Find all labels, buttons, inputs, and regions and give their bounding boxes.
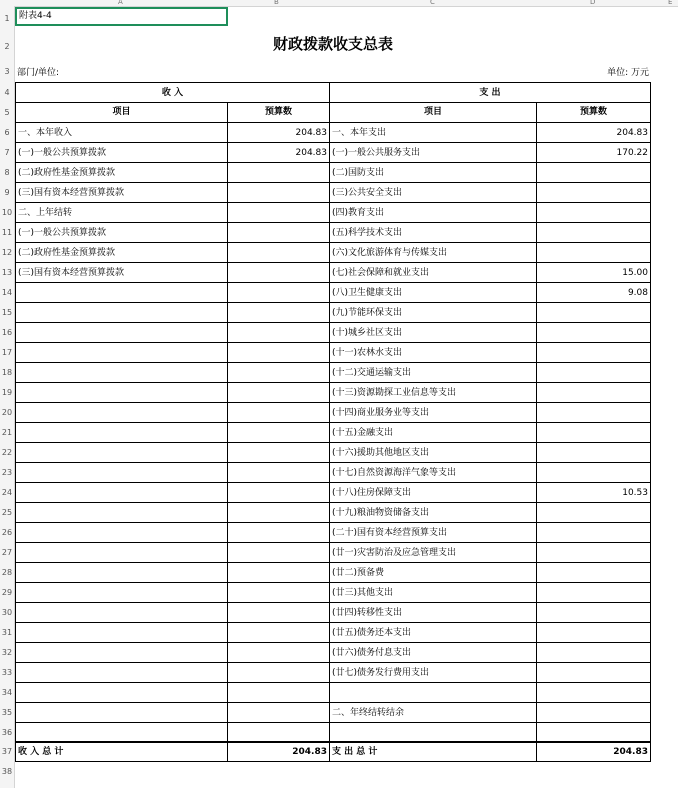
expense-budget-cell[interactable] — [537, 223, 651, 243]
row-header-1[interactable]: 1 — [4, 14, 10, 23]
income-budget-cell[interactable] — [228, 363, 330, 383]
row-header-3[interactable]: 3 — [4, 67, 10, 76]
income-group-header[interactable]: 收 入 — [15, 82, 330, 103]
income-budget-cell[interactable] — [228, 703, 330, 723]
income-budget-cell[interactable] — [228, 303, 330, 323]
income-budget-cell[interactable] — [228, 603, 330, 623]
income-item-cell[interactable]: (一)一般公共预算拨款 — [15, 143, 228, 163]
income-item-cell[interactable] — [15, 383, 228, 403]
expense-item-cell[interactable]: (九)节能环保支出 — [330, 303, 537, 323]
expense-budget-cell[interactable] — [537, 403, 651, 423]
income-budget-cell[interactable] — [228, 343, 330, 363]
income-item-cell[interactable]: (三)国有资本经营预算拨款 — [15, 263, 228, 283]
income-item-cell[interactable] — [15, 603, 228, 623]
row-header-26[interactable]: 26 — [1, 528, 13, 537]
column-header-A[interactable]: A — [118, 0, 123, 6]
expense-item-cell[interactable]: (十五)金融支出 — [330, 423, 537, 443]
income-budget-cell[interactable] — [228, 483, 330, 503]
expense-item-cell[interactable]: (八)卫生健康支出 — [330, 283, 537, 303]
income-budget-cell[interactable] — [228, 283, 330, 303]
row-header-6[interactable]: 6 — [4, 128, 10, 137]
row-header-9[interactable]: 9 — [4, 188, 10, 197]
expense-budget-cell[interactable] — [537, 643, 651, 663]
expense-item-cell[interactable]: (廿二)预备费 — [330, 563, 537, 583]
row-header-25[interactable]: 25 — [1, 508, 13, 517]
expense-budget-cell[interactable] — [537, 703, 651, 723]
income-budget-cell[interactable] — [228, 523, 330, 543]
row-header-10[interactable]: 10 — [1, 208, 13, 217]
row-header-37[interactable]: 37 — [1, 747, 13, 756]
expense-budget-cell[interactable] — [537, 463, 651, 483]
expense-item-cell[interactable]: (十七)自然资源海洋气象等支出 — [330, 463, 537, 483]
table-title[interactable]: 财政拨款收支总表 — [272, 35, 393, 53]
expense-total-label[interactable]: 支 出 总 计 — [330, 742, 537, 762]
expense-item-cell[interactable]: (十九)粮油物资储备支出 — [330, 503, 537, 523]
income-item-cell[interactable] — [15, 563, 228, 583]
income-budget-cell[interactable]: 204.83 — [228, 143, 330, 163]
expense-item-cell[interactable]: (廿三)其他支出 — [330, 583, 537, 603]
expense-item-cell[interactable]: (廿五)债务还本支出 — [330, 623, 537, 643]
expense-group-header[interactable]: 支 出 — [330, 82, 651, 103]
income-item-cell[interactable] — [15, 283, 228, 303]
expense-budget-cell[interactable] — [537, 523, 651, 543]
row-header-23[interactable]: 23 — [1, 468, 13, 477]
income-item-cell[interactable] — [15, 403, 228, 423]
income-budget-cell[interactable]: 204.83 — [228, 123, 330, 143]
row-header-18[interactable]: 18 — [1, 368, 13, 377]
expense-budget-cell[interactable] — [537, 543, 651, 563]
income-item-cell[interactable]: 二、上年结转 — [15, 203, 228, 223]
row-header-22[interactable]: 22 — [1, 448, 13, 457]
income-budget-cell[interactable] — [228, 203, 330, 223]
row-header-38[interactable]: 38 — [1, 767, 13, 776]
row-header-11[interactable]: 11 — [1, 228, 13, 237]
expense-budget-cell[interactable] — [537, 363, 651, 383]
department-label[interactable]: 部门/单位: — [17, 68, 60, 78]
income-budget-cell[interactable] — [228, 443, 330, 463]
income-item-cell[interactable] — [15, 623, 228, 643]
expense-budget-cell[interactable] — [537, 243, 651, 263]
row-header-35[interactable]: 35 — [1, 708, 13, 717]
income-budget-cell[interactable] — [228, 663, 330, 683]
expense-budget-cell[interactable]: 15.00 — [537, 263, 651, 283]
row-header-29[interactable]: 29 — [1, 588, 13, 597]
income-budget-cell[interactable] — [228, 643, 330, 663]
column-header-E[interactable]: E — [668, 0, 673, 6]
income-budget-cell[interactable] — [228, 563, 330, 583]
expense-budget-cell[interactable] — [537, 603, 651, 623]
income-item-cell[interactable]: 一、本年收入 — [15, 123, 228, 143]
expense-item-cell[interactable]: (廿一)灾害防治及应急管理支出 — [330, 543, 537, 563]
cell-A1-attachment-label[interactable]: 附表4-4 — [15, 7, 228, 26]
income-budget-cell[interactable] — [228, 543, 330, 563]
row-header-7[interactable]: 7 — [4, 148, 10, 157]
income-item-cell[interactable] — [15, 723, 228, 742]
row-header-36[interactable]: 36 — [1, 728, 13, 737]
expense-item-cell[interactable]: (廿六)债务付息支出 — [330, 643, 537, 663]
expense-item-cell[interactable]: (十四)商业服务业等支出 — [330, 403, 537, 423]
row-header-33[interactable]: 33 — [1, 668, 13, 677]
income-budget-cell[interactable] — [228, 583, 330, 603]
row-header-12[interactable]: 12 — [1, 248, 13, 257]
row-header-4[interactable]: 4 — [4, 88, 10, 97]
income-item-cell[interactable] — [15, 343, 228, 363]
expense-budget-cell[interactable] — [537, 343, 651, 363]
expense-budget-cell[interactable] — [537, 503, 651, 523]
income-item-cell[interactable]: (二)政府性基金预算拨款 — [15, 163, 228, 183]
expense-budget-cell[interactable] — [537, 623, 651, 643]
row-header-34[interactable]: 34 — [1, 688, 13, 697]
expense-item-cell[interactable]: (十)城乡社区支出 — [330, 323, 537, 343]
income-budget-cell[interactable] — [228, 503, 330, 523]
expense-budget-cell[interactable] — [537, 723, 651, 742]
expense-budget-cell[interactable]: 170.22 — [537, 143, 651, 163]
column-header-C[interactable]: C — [430, 0, 435, 6]
column-header-B[interactable]: B — [274, 0, 279, 6]
row-header-30[interactable]: 30 — [1, 608, 13, 617]
expense-item-cell[interactable]: (十三)资源勘探工业信息等支出 — [330, 383, 537, 403]
income-item-cell[interactable] — [15, 683, 228, 703]
expense-item-cell[interactable]: (七)社会保障和就业支出 — [330, 263, 537, 283]
income-item-cell[interactable] — [15, 503, 228, 523]
row-header-19[interactable]: 19 — [1, 388, 13, 397]
row-header-27[interactable]: 27 — [1, 548, 13, 557]
income-budget-cell[interactable] — [228, 323, 330, 343]
row-header-14[interactable]: 14 — [1, 288, 13, 297]
expense-total-value[interactable]: 204.83 — [537, 742, 651, 762]
income-item-cell[interactable] — [15, 583, 228, 603]
income-budget-cell[interactable] — [228, 243, 330, 263]
row-header-32[interactable]: 32 — [1, 648, 13, 657]
row-header-16[interactable]: 16 — [1, 328, 13, 337]
row-header-31[interactable]: 31 — [1, 628, 13, 637]
expense-item-cell[interactable] — [330, 683, 537, 703]
income-budget-cell[interactable] — [228, 423, 330, 443]
income-budget-header[interactable]: 预算数 — [228, 103, 330, 123]
income-budget-cell[interactable] — [228, 163, 330, 183]
income-item-cell[interactable]: (一)一般公共预算拨款 — [15, 223, 228, 243]
row-header-5[interactable]: 5 — [4, 108, 10, 117]
expense-budget-cell[interactable] — [537, 183, 651, 203]
income-item-cell[interactable] — [15, 703, 228, 723]
expense-budget-cell[interactable]: 9.08 — [537, 283, 651, 303]
income-item-cell[interactable] — [15, 543, 228, 563]
expense-item-cell[interactable]: (十六)援助其他地区支出 — [330, 443, 537, 463]
income-budget-cell[interactable] — [228, 263, 330, 283]
row-header-2[interactable]: 2 — [4, 42, 10, 51]
income-item-header[interactable]: 项目 — [15, 103, 228, 123]
income-item-cell[interactable] — [15, 643, 228, 663]
expense-item-cell[interactable]: 二、年终结转结余 — [330, 703, 537, 723]
row-header-13[interactable]: 13 — [1, 268, 13, 277]
expense-budget-header[interactable]: 预算数 — [537, 103, 651, 123]
expense-item-cell[interactable]: (六)文化旅游体育与传媒支出 — [330, 243, 537, 263]
expense-item-cell[interactable]: (二)国防支出 — [330, 163, 537, 183]
income-budget-cell[interactable] — [228, 183, 330, 203]
expense-budget-cell[interactable] — [537, 563, 651, 583]
row-header-17[interactable]: 17 — [1, 348, 13, 357]
income-item-cell[interactable] — [15, 303, 228, 323]
expense-item-cell[interactable]: (廿四)转移性支出 — [330, 603, 537, 623]
expense-budget-cell[interactable] — [537, 443, 651, 463]
expense-budget-cell[interactable] — [537, 583, 651, 603]
expense-item-cell[interactable] — [330, 723, 537, 742]
income-item-cell[interactable] — [15, 523, 228, 543]
income-item-cell[interactable] — [15, 363, 228, 383]
unit-label[interactable]: 单位: 万元 — [607, 68, 649, 78]
expense-budget-cell[interactable] — [537, 663, 651, 683]
row-header-20[interactable]: 20 — [1, 408, 13, 417]
income-budget-cell[interactable] — [228, 463, 330, 483]
income-total-value[interactable]: 204.83 — [228, 742, 330, 762]
expense-budget-cell[interactable] — [537, 323, 651, 343]
column-header-D[interactable]: D — [590, 0, 596, 6]
income-item-cell[interactable] — [15, 323, 228, 343]
income-item-cell[interactable] — [15, 483, 228, 503]
income-item-cell[interactable]: (二)政府性基金预算拨款 — [15, 243, 228, 263]
row-header-8[interactable]: 8 — [4, 168, 10, 177]
row-header-15[interactable]: 15 — [1, 308, 13, 317]
expense-budget-cell[interactable] — [537, 683, 651, 703]
expense-item-cell[interactable]: (五)科学技术支出 — [330, 223, 537, 243]
income-item-cell[interactable] — [15, 443, 228, 463]
expense-item-header[interactable]: 项目 — [330, 103, 537, 123]
expense-item-cell[interactable]: (三)公共安全支出 — [330, 183, 537, 203]
income-budget-cell[interactable] — [228, 723, 330, 742]
income-budget-cell[interactable] — [228, 683, 330, 703]
row-header-24[interactable]: 24 — [1, 488, 13, 497]
expense-item-cell[interactable]: (一)一般公共服务支出 — [330, 143, 537, 163]
expense-budget-cell[interactable] — [537, 203, 651, 223]
expense-item-cell[interactable]: 一、本年支出 — [330, 123, 537, 143]
income-total-label[interactable]: 收 入 总 计 — [15, 742, 228, 762]
income-item-cell[interactable]: (三)国有资本经营预算拨款 — [15, 183, 228, 203]
expense-budget-cell[interactable] — [537, 303, 651, 323]
expense-item-cell[interactable]: (十八)住房保障支出 — [330, 483, 537, 503]
income-item-cell[interactable] — [15, 663, 228, 683]
row-header-28[interactable]: 28 — [1, 568, 13, 577]
expense-item-cell[interactable]: (十一)农林水支出 — [330, 343, 537, 363]
expense-budget-cell[interactable] — [537, 423, 651, 443]
expense-budget-cell[interactable] — [537, 163, 651, 183]
income-budget-cell[interactable] — [228, 223, 330, 243]
expense-item-cell[interactable]: (十二)交通运输支出 — [330, 363, 537, 383]
expense-item-cell[interactable]: (四)教育支出 — [330, 203, 537, 223]
income-item-cell[interactable] — [15, 423, 228, 443]
income-budget-cell[interactable] — [228, 623, 330, 643]
column-header-bar — [0, 0, 678, 7]
row-header-21[interactable]: 21 — [1, 428, 13, 437]
expense-item-cell[interactable]: (二十)国有资本经营预算支出 — [330, 523, 537, 543]
expense-item-cell[interactable]: (廿七)债务发行费用支出 — [330, 663, 537, 683]
expense-budget-cell[interactable]: 10.53 — [537, 483, 651, 503]
income-item-cell[interactable] — [15, 463, 228, 483]
expense-budget-cell[interactable] — [537, 383, 651, 403]
expense-budget-cell[interactable]: 204.83 — [537, 123, 651, 143]
income-budget-cell[interactable] — [228, 383, 330, 403]
income-budget-cell[interactable] — [228, 403, 330, 423]
